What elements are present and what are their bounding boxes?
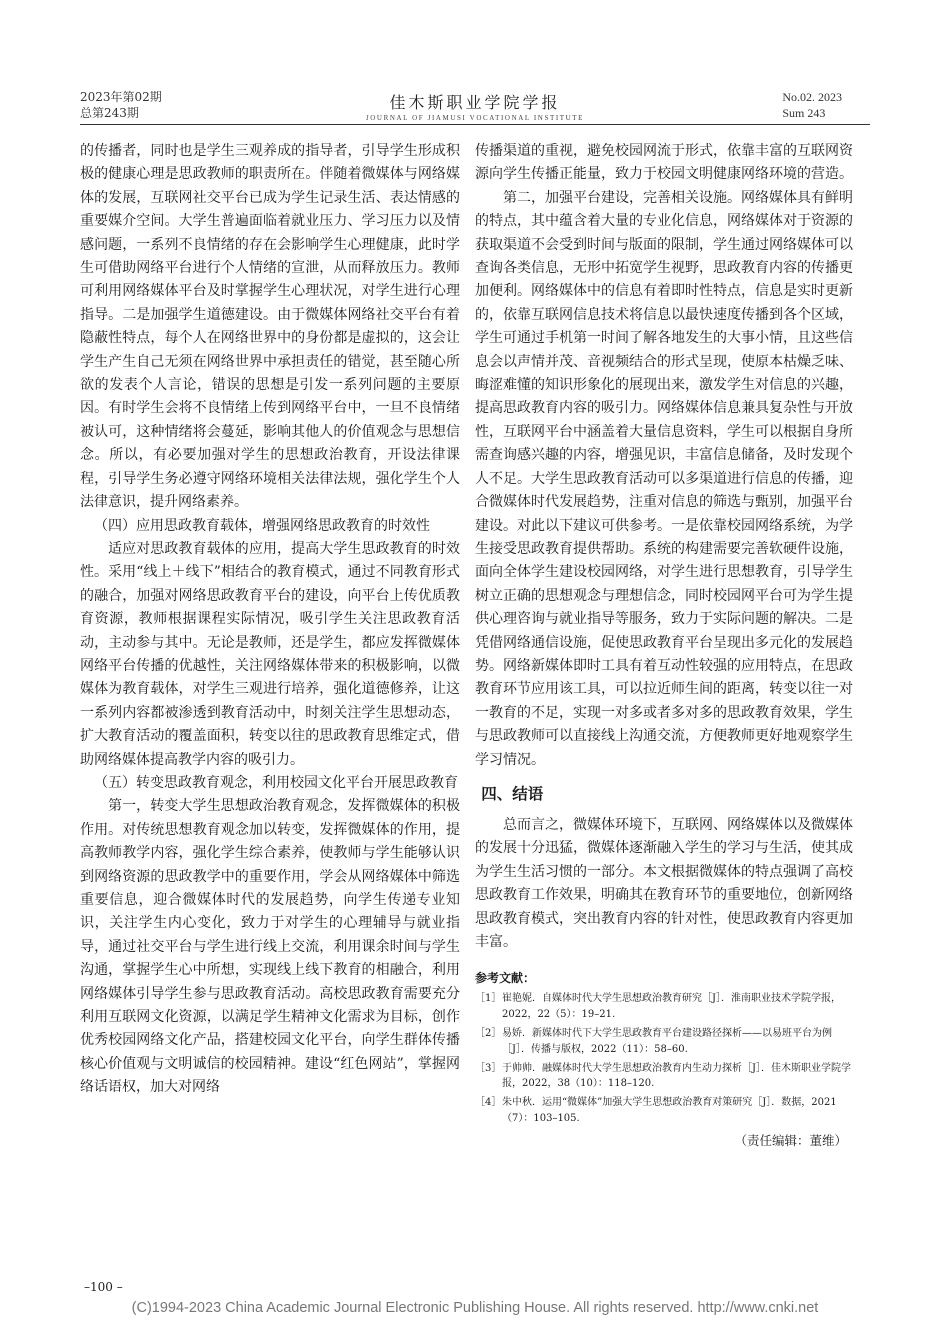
issue-no: No.02. 2023 — [782, 90, 842, 104]
reference-number: ［4］ — [475, 1097, 502, 1109]
issue-sum: Sum 243 — [782, 106, 826, 120]
responsible-editor: （责任编辑：董维） — [734, 1132, 847, 1148]
body-paragraph: 适应对思政教育载体的应用，提高大学生思政教育的时效性。采用“线上＋线下”相结合的教育模式，通过不同教育形式的融合，加强对网络思政教育平台的建设，向平台上传优质教育资源，教师根据课程实际情况，吸引学生关注思政教育活动，主动参与其中。无论是教师，还是学生，都应发挥微媒体网络平台传播的优越性，关注网络媒体带来的积极影响，以微媒体为教育载体，对学生三观进行培养，强化道德修养，让这一系列内容都被渗透到教育活动中，时刻关注学生思想动态，扩大教育活动的覆盖面积，转变以往的思政教育思维定式，借助网络媒体提高教学内容的吸引力。 — [80, 540, 460, 768]
reference-text: 崔艳妮．自媒体时代大学生思想政治教育研究［J］．淮南职业技术学院学报，2022，22（5）：19–21. — [502, 993, 842, 1021]
reference-number: ［3］ — [475, 1062, 502, 1074]
subsection-heading-5: （五）转变思政教育观念，利用校园文化平台开展思政教育 — [94, 774, 458, 791]
page-number: –100 – — [84, 1280, 123, 1294]
reference-text: 易娇．新媒体时代下大学生思政教育平台建设路径探析——以易班平台为例［J］．传播与版权，2022（11）：58–60. — [502, 1028, 832, 1055]
body-paragraph: 传播渠道的重视，避免校园网流于形式，依靠丰富的互联网资源向学生传播正能量，致力于校园文明健康网络环境的营造。 — [475, 143, 853, 183]
body-paragraph: 总而言之，微媒体环境下，互联网、网络媒体以及微媒体的发展十分迅猛，微媒体逐渐融入学生的学习与生活，使其成为学生生活习惯的一部分。本文根据微媒体的特点强调了高校思政教育工作效果，明确其在教育环节的重要地位，创新网络思政教育模式，突出教育内容的针对性，使思政教育内容更加丰富。 — [475, 816, 853, 950]
references-title: 参考文献： — [475, 971, 536, 986]
body-paragraph: 第一，转变大学生思想政治教育观念，发挥微媒体的积极作用。对传统思想教育观念加以转变，发挥微媒体的作用，提高教师教学内容，强化学生综合素养，使教师与学生能够认识到网络资源的思政教学中的重要作用，学会从网络媒体中筛选重要信息，迎合微媒体时代的发展趋势，向学生传递专业知识，关注学生内心变化，致力于对学生的心理辅导与就业指导，通过社交平台与学生进行线上交流，利用课余时间与学生沟通，掌握学生心中所想，实现线上线下教育的相融合，利用网络媒体引导学生参与思政教育活动。高校思政教育需要充分利用互联网文化资源，以满足学生精神文化需求为目标，创作优秀校园网络文化产品，搭建校园文化平台，向学生群体传播核心价值观与文明诚信的校园精神。建设“红色网站”，掌握网络话语权，加大对网络 — [80, 798, 460, 1096]
right-column — [475, 140, 853, 1151]
journal-title-en: JOURNAL OF JIAMUSI VOCATIONAL INSTITUTE — [365, 114, 585, 122]
total-issue: 总第243期 — [80, 106, 139, 120]
copyright-notice: (C)1994-2023 China Academic Journal Electronic Publishing House. All rights reserved. http://www.cnki.net — [131, 1300, 819, 1316]
body-paragraph: 第二，加强平台建设，完善相关设施。网络媒体具有鲜明的特点，其中蕴含着大量的专业化信息，网络媒体对于资源的获取渠道不会受到时间与版面的限制，学生通过网络媒体可以查询各类信息，无形中拓宽学生视野，思政教育内容的传播更加便利。网络媒体中的信息有着即时性特点，信息是实时更新的，依靠互联网信息技术将信息以最快速度传播到各个区域，学生可通过手机第一时间了解各地发生的大事小情，且这些信息会以声情并茂、音视频结合的形式呈现，使原本枯燥乏味、晦涩难懂的知识形象化的展现出来，激发学生对信息的兴趣，提高思政教育内容的吸引力。网络媒体信息兼具复杂性与开放性，互联网平台中涵盖着大量信息资料，学生可以根据自身所需查询感兴趣的内容，增强见识，丰富信息储备，及时发现个人不足。大学生思政教育活动可以多渠道进行信息的传播，迎合微媒体时代发展趋势，注重对信息的筛选与甄别，加强平台建设。对此以下建议可供参考。一是依靠校园网络系统，为学生接受思政教育提供帮助。系统的构建需要完善软硬件设施，面向全体学生建设校园网络，对学生进行思想教育，引导学生树立正确的思想观念与理想信念，同时校园网平台可为学生提供心理咨询与就业指导等服务，致力于实际问题的解决。二是凭借网络通信设施，促使思政教育平台呈现出多元化的发展趋势。网络新媒体即时工具有着互动性较强的应用特点，在思政教育环节应用该工具，可以拉近师生间的距离，转变以往一对一教育的不足，实现一对多或者多对多的思政教育效果，学生与思政教师可以直接线上沟通交流，方便教师更好地观察学生学习情况。 — [475, 189, 853, 768]
reference-item — [475, 1061, 853, 1093]
reference-text: 朱中秋．运用“微媒体”加强大学生思想政治教育对策研究［J］．数据，2021（7）：103–105. — [502, 1097, 837, 1124]
journal-title-cn: 佳木斯职业学院学报 — [389, 93, 561, 112]
issue-number — [782, 89, 842, 121]
reference-number: ［2］ — [475, 1028, 502, 1039]
reference-item — [475, 1026, 853, 1058]
reference-item — [475, 991, 853, 1023]
reference-item — [475, 1095, 853, 1127]
subsection-heading-4: （四）应用思政教育载体，增强网络思政教育的时效性 — [94, 517, 430, 534]
section-heading-conclusion: 四、结语 — [481, 784, 544, 803]
body-paragraph: 的传播者，同时也是学生三观养成的指导者，引导学生形成积极的健康心理是思政教师的职责所在。伴随着微媒体与网络媒体的发展，互联网社交平台已成为学生记录生活、表达情感的重要媒介空间。大学生普遍面临着就业压力、学习压力以及情感问题，一系列不良情绪的存在会影响学生心理健康，此时学生可借助网络平台进行个人情绪的宣泄，从而释放压力。教师可利用网络媒体平台及时掌握学生心理状况，对学生进行心理指导。二是加强学生道德建设。由于微媒体网络社交平台有着隐蔽性特点，每个人在网络世界中的身份都是虚拟的，这会让学生产生自己无须在网络世界中承担责任的错觉，甚至随心所欲的发表个人言论，错误的思想是引发一系列问题的主要原因。有时学生会将不良情绪上传到网络平台中，一旦不良情绪被认可，这种情绪将会蔓延，影响其他人的价值观念与思想信念。所以，有必要加强对学生的思想政治教育，开设法律课程，引导学生务必遵守网络环境相关法律法规，强化学生个人法律意识，提升网络素养。 — [80, 143, 460, 511]
reference-number: ［1］ — [475, 993, 502, 1005]
header-divider — [80, 124, 870, 125]
year-issue: 2023年第02期 — [80, 90, 162, 104]
reference-text: 于帅帅．融媒体时代大学生思想政治教育内生动力探析［J］．佳木斯职业学院学报，2022，38（10）：118–120. — [502, 1062, 852, 1090]
left-column — [80, 140, 460, 1100]
